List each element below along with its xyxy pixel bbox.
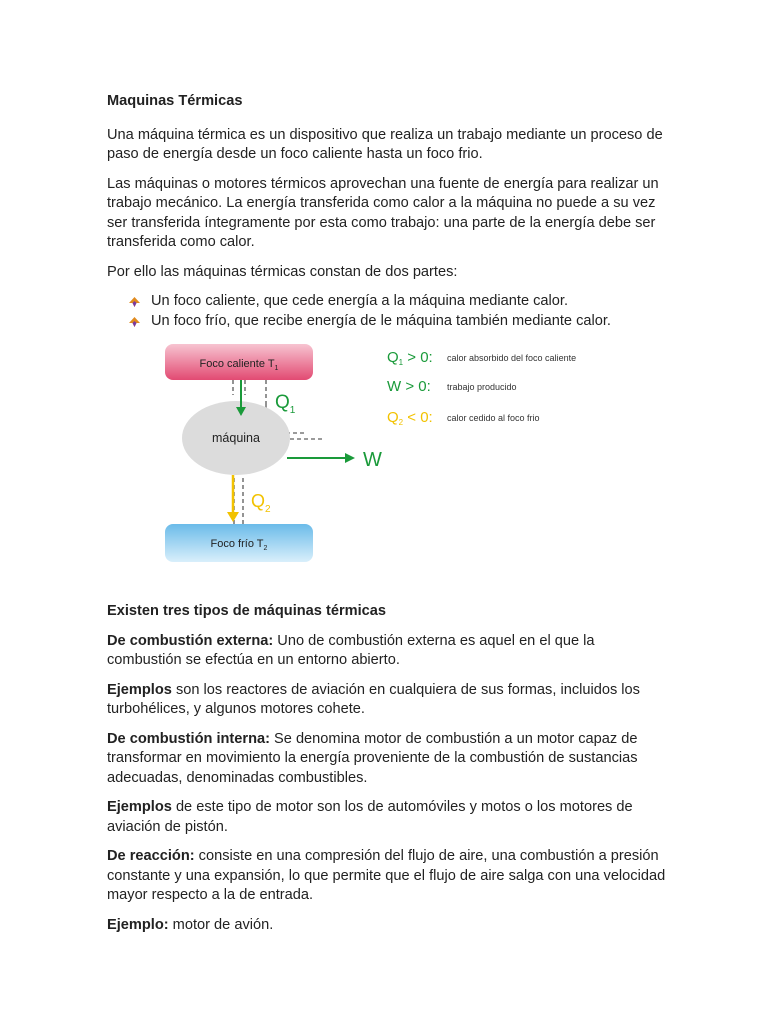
term-label: De combustión externa:: [107, 632, 274, 649]
legend-q1-symbol: $Q_1 > 0$:: [387, 349, 433, 367]
legend-w-description: trabajo producido: [447, 382, 517, 392]
examples-internal: [107, 798, 667, 837]
term-text: consiste en una compresión del flujo de aire, una combustión a presión constante y una expansión, lo que permite que el flujo de aire salga con una velocidad mayor respecto a la de entrada.: [107, 848, 666, 903]
type-reaction: [107, 847, 667, 906]
q2-arrow-head: [227, 512, 239, 522]
legend-q2-description: calor cedido al foco frio: [447, 413, 540, 423]
example-reaction: [107, 916, 667, 936]
hot-reservoir-label: Foco caliente $T_1$: [199, 358, 279, 372]
intro-paragraph-1: Una máquina térmica es un dispositivo que realiza un trabajo mediante un proceso de paso de energía desde un foco caliente hasta un foco frio.: [107, 126, 663, 162]
machine-label: máquina: [212, 431, 260, 445]
q2-label: $Q_2$: [251, 491, 271, 515]
list-item-text: Un foco caliente, que cede energía a la máquina mediante calor.: [151, 293, 569, 309]
term-label: De reacción:: [107, 848, 195, 864]
page-title: Maquinas Térmicas: [107, 93, 243, 109]
intro-paragraph-3: Por ello las máquinas térmicas constan de dos partes:: [107, 263, 458, 280]
document-content: [107, 92, 667, 935]
w-label: W: [363, 449, 382, 471]
list-item-text: Un foco frío, que recibe energía de le máquina también mediante calor.: [151, 312, 611, 329]
heat-engine-svg: [107, 340, 667, 596]
examples-external: [107, 681, 667, 720]
type-external-combustion: [107, 632, 667, 671]
list-item: [107, 292, 667, 312]
heat-engine-diagram: [107, 340, 667, 596]
arrow-bullet-icon: [129, 297, 140, 308]
legend-q1-description: calor absorbido del foco caliente: [447, 353, 577, 363]
term-text: son los reactores de aviación en cualquiera de sus formas, incluidos los turbohélices, y algunos motores cohete.: [107, 681, 640, 717]
type-internal-combustion: [107, 730, 667, 789]
term-label: Ejemplo:: [107, 916, 169, 933]
legend-q2-symbol: $Q_2 < 0$:: [387, 409, 433, 427]
q1-label: $Q_1$: [275, 392, 296, 416]
term-text: de este tipo de motor son los de automóviles y motos o los motores de aviación de pistón.: [107, 799, 633, 835]
w-arrow-head: [345, 453, 355, 463]
list-item: [107, 312, 667, 332]
legend-w-symbol: W > 0:: [387, 378, 431, 395]
parts-list: [107, 292, 667, 331]
term-text: Se denomina motor de combustión a un motor capaz de transformar en movimiento la energía proveniente de la combustión de sustancias adecuadas, denominadas combustibles.: [107, 730, 638, 786]
term-label: Ejemplos: [107, 681, 172, 698]
legend: [387, 349, 576, 427]
term-text: Uno de combustión externa es aquel en el que la combustión se efectúa en un entorno abierto.: [107, 632, 595, 668]
term-label: Ejemplos: [107, 799, 172, 815]
types-heading: Existen tres tipos de máquinas térmicas: [107, 603, 387, 619]
intro-paragraph-2: Las máquinas o motores térmicos aprovechan una fuente de energía para realizar un trabajo mecánico. La energía transferida como calor a la máquina no puede a su vez ser transferida íntegramente por esta como trabajo: una parte de la energía debe ser transferida como calor.: [107, 175, 659, 250]
cold-reservoir-label: Foco frío $T_2$: [210, 538, 268, 552]
term-label: De combustión interna:: [107, 730, 270, 747]
term-text: motor de avión.: [168, 916, 274, 933]
arrow-bullet-icon: [129, 317, 140, 328]
